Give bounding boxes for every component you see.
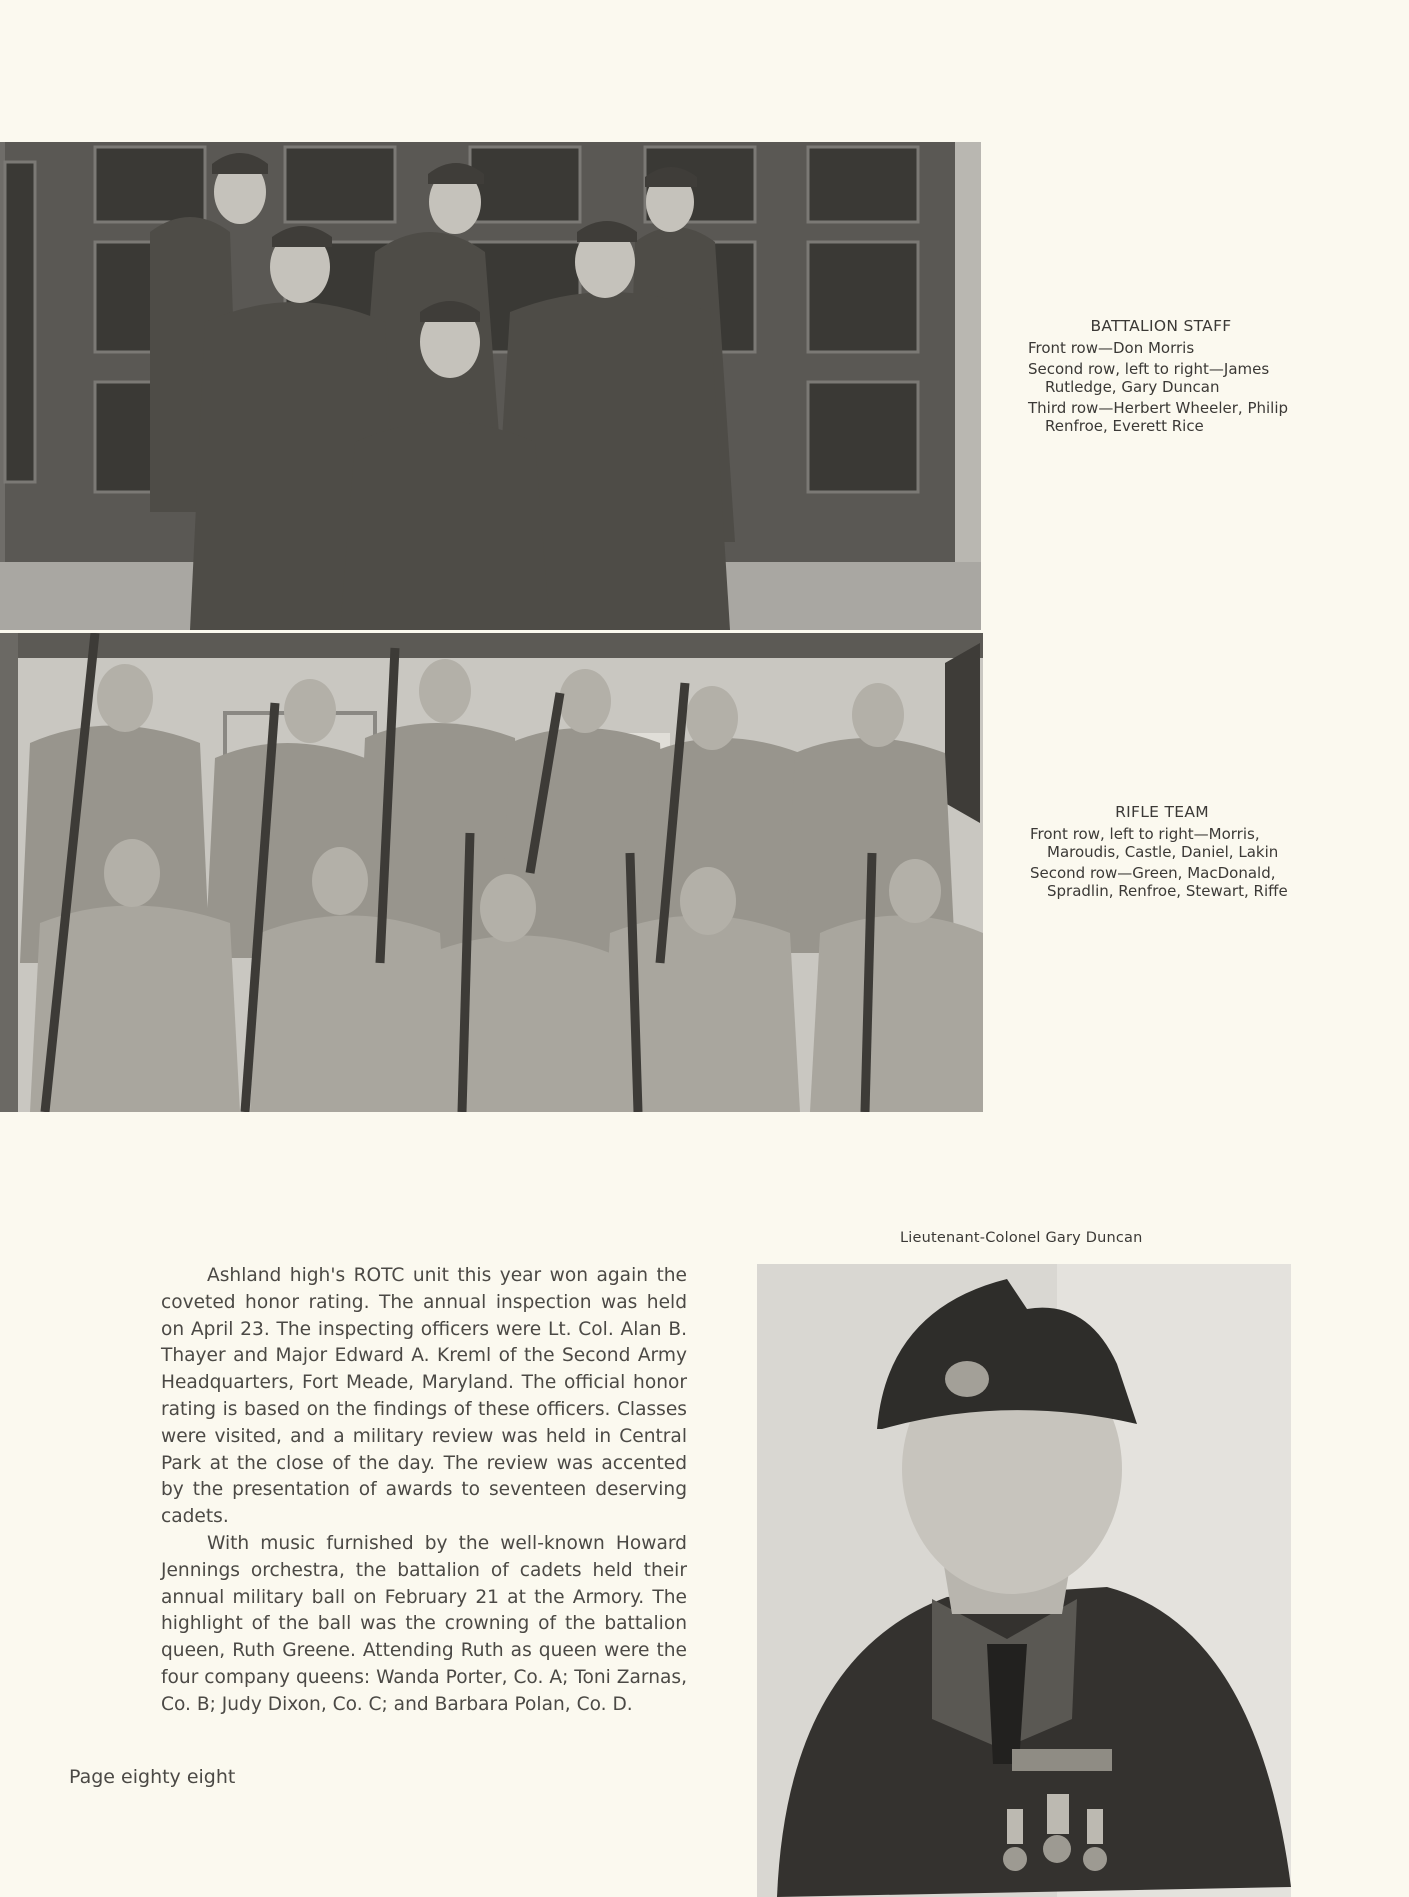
rifle-team-caption	[1030, 803, 1294, 903]
page-number: Page eighty eight	[69, 1766, 236, 1788]
rifle-team-title: RIFLE TEAM	[1115, 803, 1209, 821]
article-paragraph: With music furnished by the well-known Howard Jennings orchestra, the battalion of cadets held their annual military ball on February 21 at the Armory. The highlight of the ball was the crowning of the battalion queen, Ruth Greene. Attending Ruth as queen were the four company queens: Wanda Porter, Co. A; Toni Zarnas, Co. B; Judy Dixon, Co. C; and Barbara Polan, Co. D.	[161, 1532, 687, 1715]
article-paragraph: Ashland high's ROTC unit this year won again the coveted honor rating. The annual inspection was held on April 23. The inspecting officers were Lt. Col. Alan B. Thayer and Major Edward A. Kreml of the Second Army Headquarters, Fort Meade, Maryland. The official honor rating is based on the findings of these officers. Classes were visited, and a military review was held in Central Park at the close of the day. The review was accented by the presentation of awards to seventeen deserving cadets.	[161, 1265, 687, 1528]
portrait-photo	[757, 1264, 1291, 1897]
rifle-team-line: Front row, left to right—Morris, Maroudis, Castle, Daniel, Lakin	[1030, 825, 1279, 861]
portrait-label: Lieutenant-Colonel Gary Duncan	[900, 1230, 1143, 1246]
battalion-staff-line: Third row—Herbert Wheeler, Philip Renfroe, Everett Rice	[1028, 399, 1289, 435]
rifle-team-photo	[0, 633, 983, 1112]
battalion-staff-line: Front row—Don Morris	[1028, 339, 1195, 357]
article-text	[161, 1263, 687, 1719]
battalion-staff-caption	[1028, 317, 1294, 438]
rifle-team-line: Second row—Green, MacDonald, Spradlin, Renfroe, Stewart, Riffe	[1030, 864, 1288, 900]
battalion-staff-photo	[0, 142, 981, 630]
battalion-staff-line: Second row, left to right—James Rutledge, Gary Duncan	[1028, 360, 1270, 396]
battalion-staff-title: BATTALION STAFF	[1090, 317, 1232, 335]
